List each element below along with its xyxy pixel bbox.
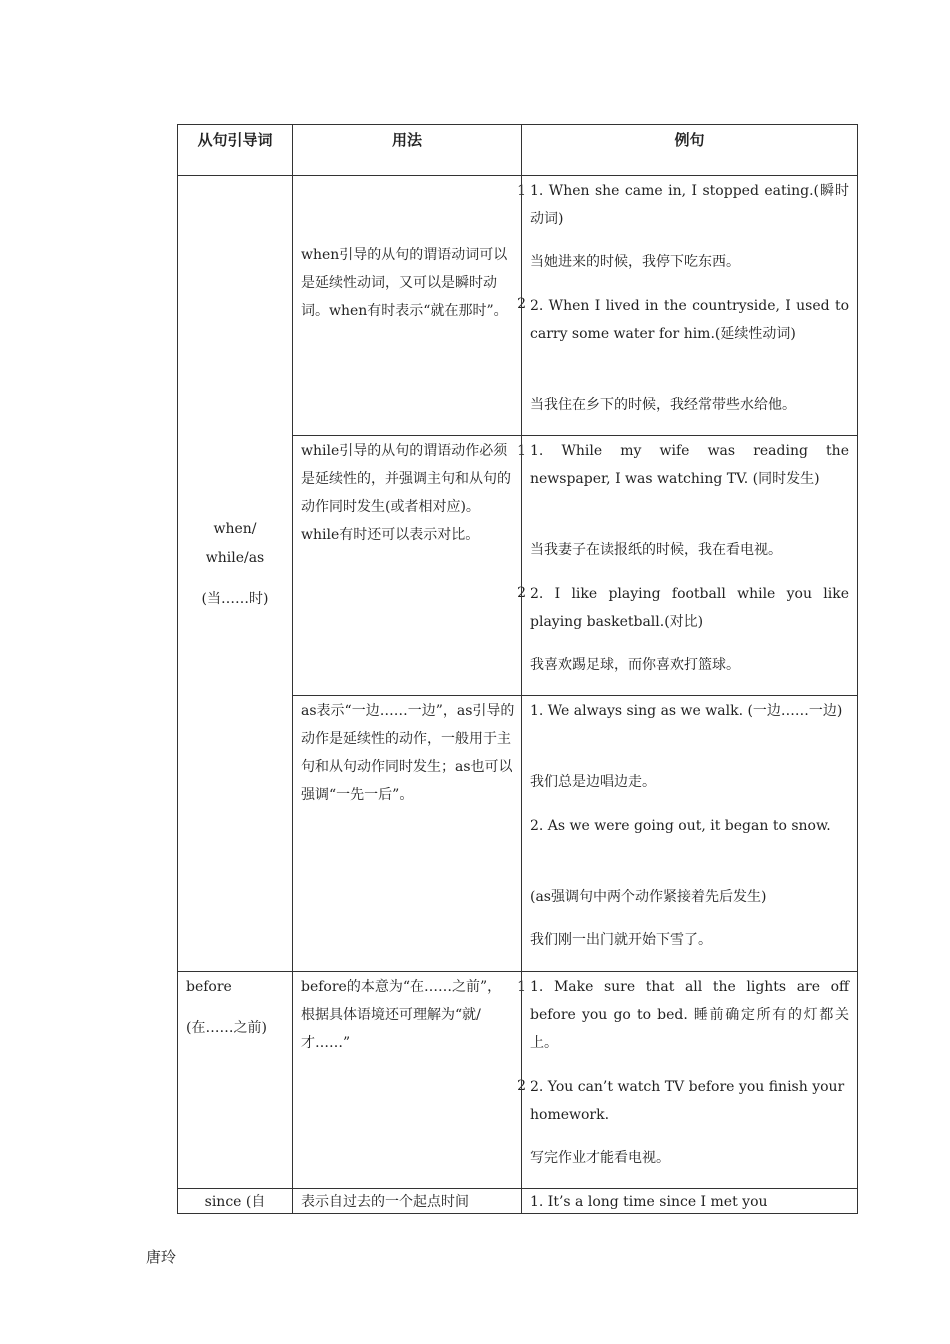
example-translation: 我们总是边唱边走。 — [530, 774, 656, 790]
example-translation: 当我住在乡下的时候，我经常带些水给他。 — [530, 397, 796, 413]
word-line: before — [186, 979, 232, 995]
usage-text: as表示“一边……一边”，as引导的动作是延续性的动作，一般用于主句和从句动作同时发生；as也可以强调“一先一后”。 — [301, 703, 515, 803]
word-line: while/as — [205, 550, 265, 566]
example-line: 1. It’s a long time since I met you — [530, 1194, 768, 1210]
example-line: 2. I like playing football while you like playing basketball.(对比) — [530, 586, 849, 630]
usage-cell-while — [292, 435, 526, 696]
example-cell-since — [521, 1188, 858, 1214]
example-line: 1. When she came in, I stopped eating.(瞬时动词) — [530, 183, 849, 227]
example-translation: 写完作业才能看电视。 — [530, 1150, 670, 1166]
list-marker: 2 — [517, 585, 526, 601]
header-example: 例句 — [521, 124, 858, 176]
usage-cell-since — [292, 1188, 522, 1214]
word-cell-since — [177, 1188, 293, 1214]
list-marker: 2 — [517, 296, 526, 312]
example-line: 2. When I lived in the countryside, I used to carry some water for him.(延续性动词) — [530, 298, 849, 342]
header-word: 从句引导词 — [177, 124, 293, 176]
list-marker: 2 — [517, 1078, 526, 1094]
usage-cell-before — [292, 971, 526, 1189]
usage-cell-when — [292, 175, 526, 436]
example-translation: 我喜欢踢足球，而你喜欢打篮球。 — [530, 657, 740, 673]
header-usage: 用法 — [292, 124, 522, 176]
grammar-table — [177, 124, 858, 1214]
example-translation: 当我妻子在读报纸的时候，我在看电视。 — [530, 542, 782, 558]
example-cell-when — [521, 175, 858, 436]
footer-author: 唐玲 — [146, 1248, 177, 1266]
usage-text: before的本意为“在……之前”，根据具体语境还可理解为“就/才……” — [301, 979, 502, 1051]
usage-text: when引导的从句的谓语动词可以是延续性动词，又可以是瞬时动词。when有时表示“就在那时”。 — [301, 247, 508, 319]
word-cell-before — [177, 971, 293, 1189]
example-line: 2. You can’t watch TV before you finish your homework. — [530, 1079, 845, 1123]
example-line: 2. As we were going out, it began to snow. — [530, 818, 831, 834]
usage-cell-as — [292, 695, 522, 972]
example-note: (as强调句中两个动作紧接着先后发生) — [530, 889, 767, 905]
list-marker: 1 — [517, 979, 526, 995]
usage-text: while引导的从句的谓语动作必须是延续性的，并强调主句和从句的动作同时发生(或者相对应)。while有时还可以表示对比。 — [301, 443, 511, 543]
example-line: 1. While my wife was reading the newspaper, I was watching TV. (同时发生) — [530, 443, 849, 487]
list-marker: 1 — [517, 443, 526, 459]
example-translation: 我们刚一出门就开始下雪了。 — [530, 932, 712, 948]
example-line: 1. Make sure that all the lights are off before you go to bed. 睡前确定所有的灯都关上。 — [530, 979, 849, 1051]
word-meaning: (当……时) — [201, 591, 269, 607]
example-cell-before — [521, 971, 858, 1189]
usage-text: 表示自过去的一个起点时间 — [301, 1194, 469, 1210]
example-cell-as — [521, 695, 858, 972]
word-line: when/ — [213, 521, 257, 537]
word-cell-when-while-as — [177, 175, 293, 972]
word-meaning: (在……之前) — [186, 1020, 267, 1036]
example-cell-while — [521, 435, 858, 696]
word-line: since (自 — [204, 1194, 266, 1210]
example-translation: 当她进来的时候，我停下吃东西。 — [530, 254, 740, 270]
list-marker: 1 — [517, 183, 526, 199]
example-line: 1. We always sing as we walk. (一边……一边) — [530, 703, 843, 719]
